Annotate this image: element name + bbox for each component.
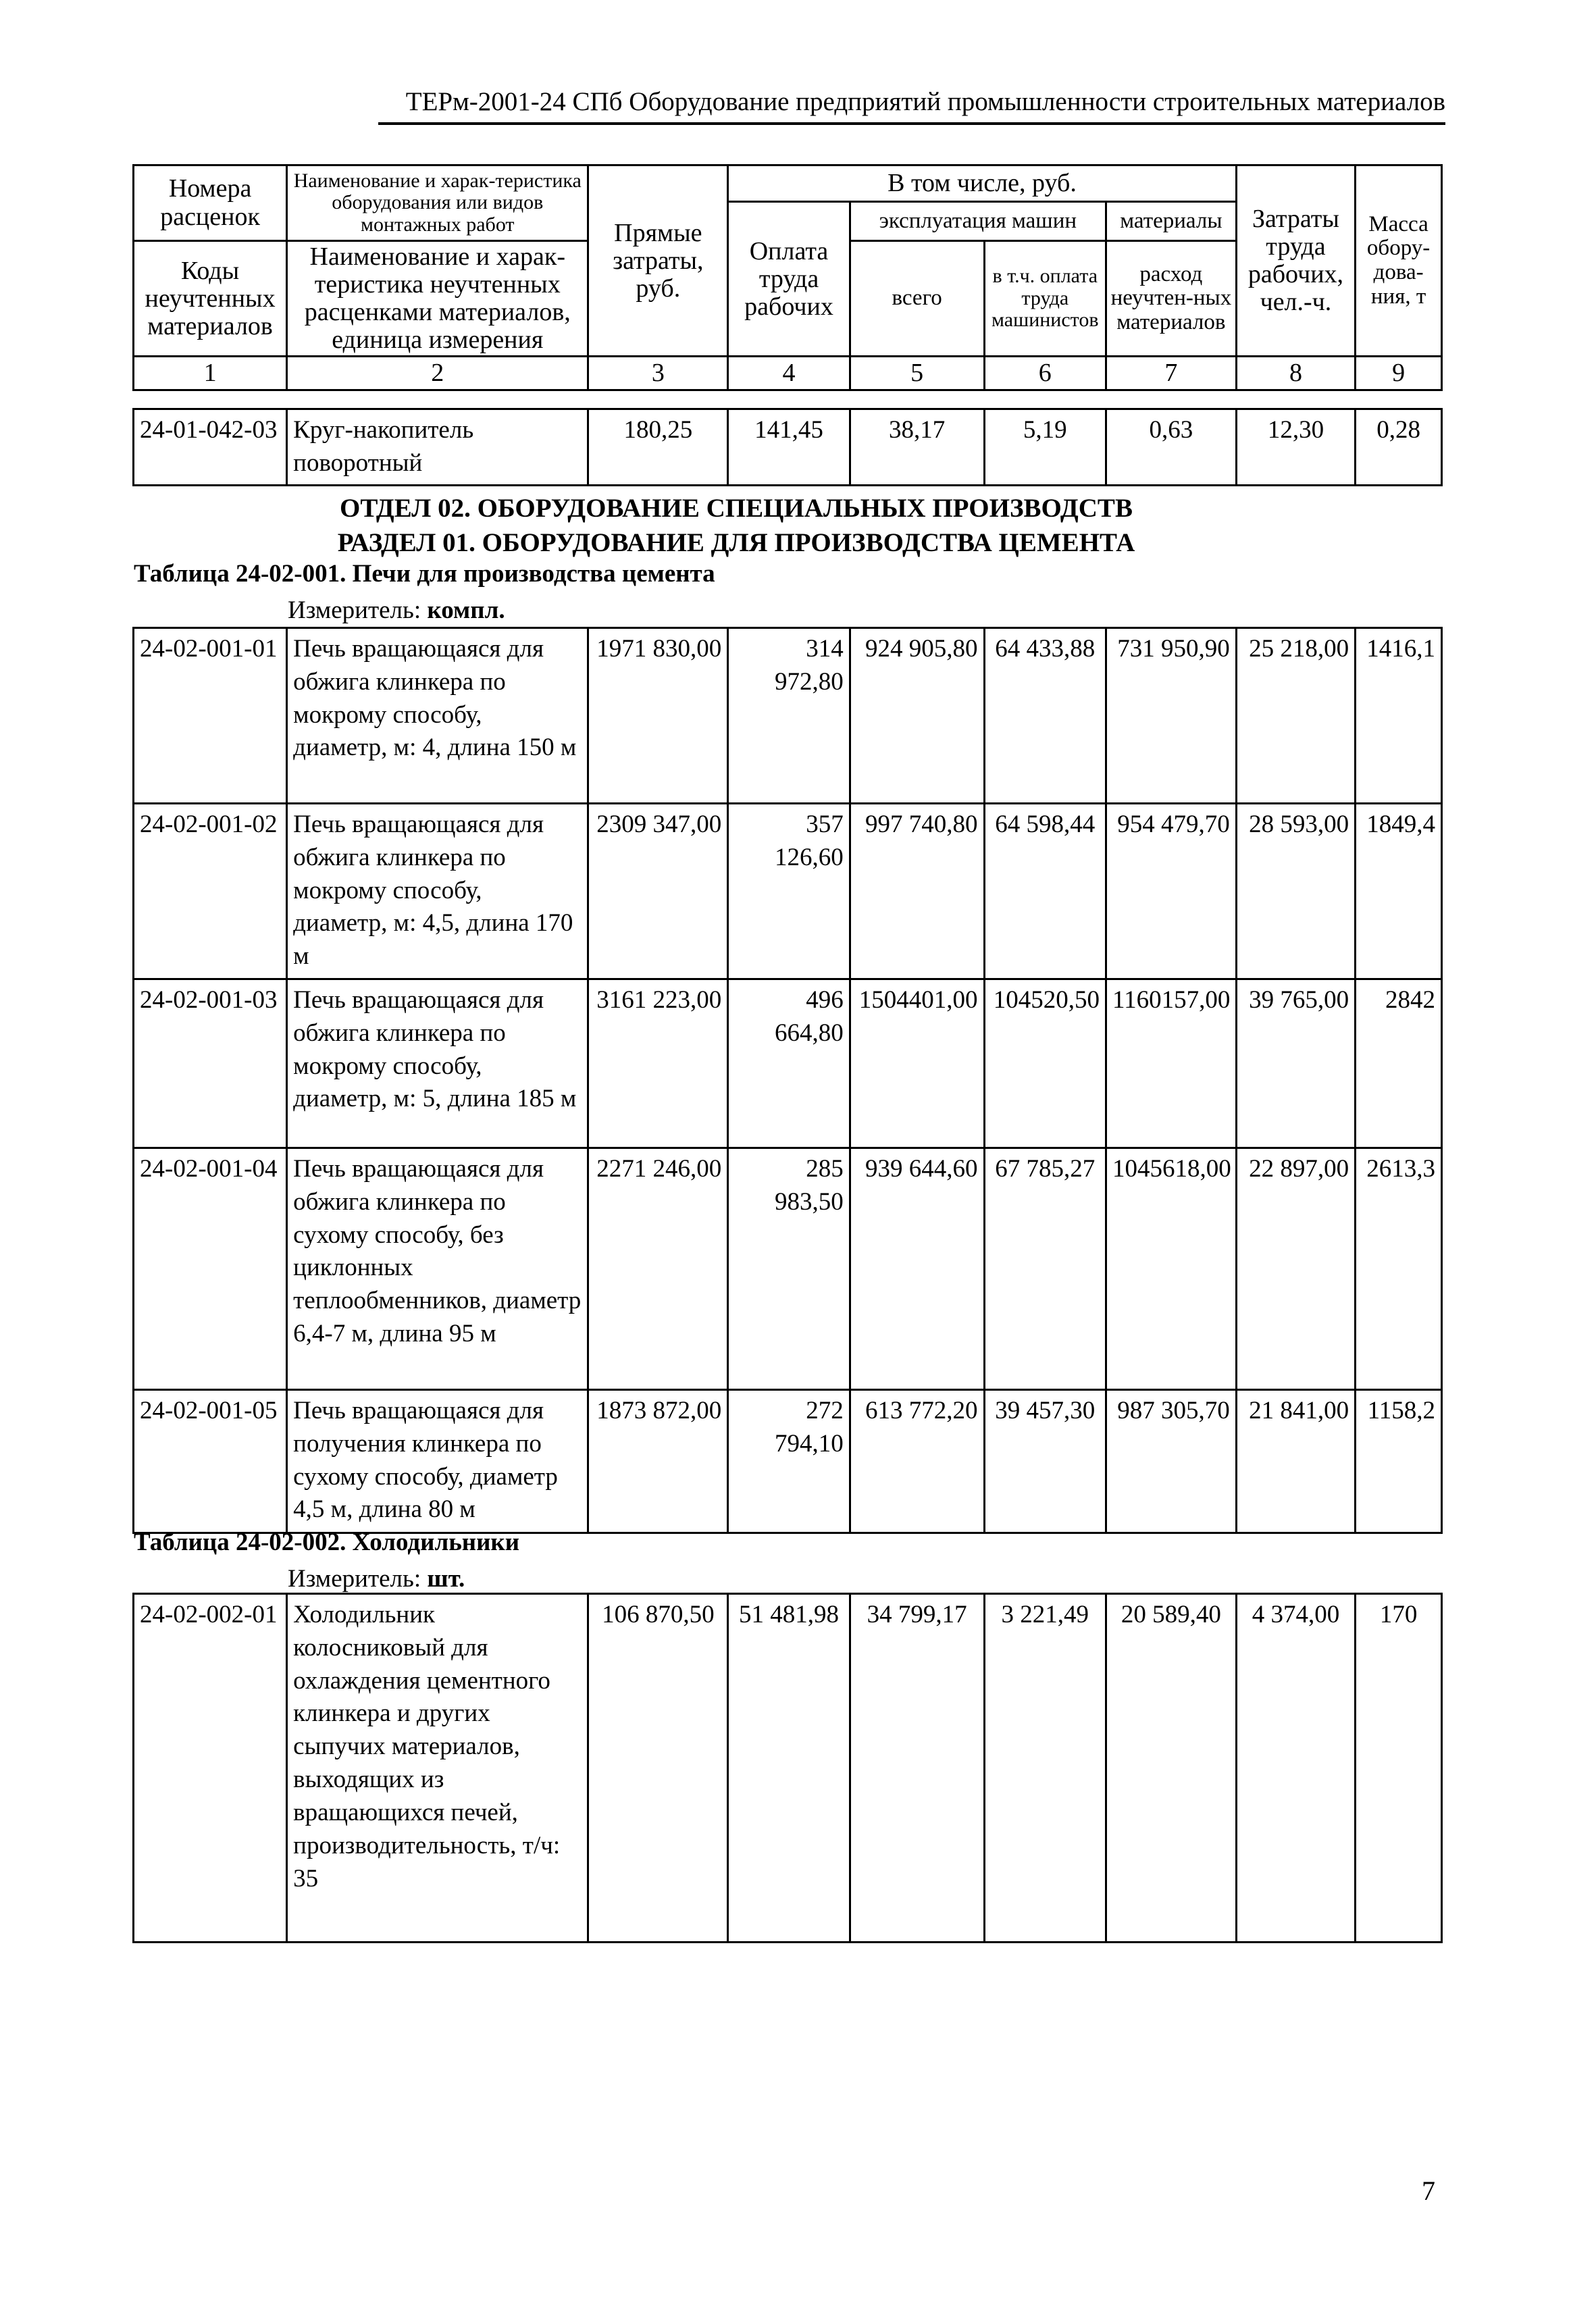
value-mass: 1849,4 [1356,804,1442,979]
rate-name: Печь вращающаяся для обжига клинкера по сухому способу, без циклонных теплообменников, диаметр 6,4-7 м, длина 95 м [287,1148,588,1390]
rate-name: Круг-накопитель поворотный [287,409,588,486]
value-operators: 64 433,88 [984,628,1106,804]
header-num-5: 5 [850,357,984,390]
value-operators: 67 785,27 [984,1148,1106,1390]
header-num-3: 3 [588,357,728,390]
rate-name: Печь вращающаяся для обжига клинкера по мокрому способу, диаметр, м: 4,5, длина 170 м [287,804,588,979]
value-materials: 20 589,40 [1106,1594,1237,1943]
value-worker-pay: 51 481,98 [728,1594,850,1943]
value-machines: 38,17 [850,409,984,486]
value-machines: 613 772,20 [850,1390,984,1533]
rate-name: Печь вращающаяся для обжига клинкера по мокрому способу, диаметр, м: 4, длина 150 м [287,628,588,804]
header-unaccounted-materials: расход неучтен-ных материалов [1106,241,1237,357]
table2-caption: Таблица 24-02-002. Холодильники [134,1528,520,1556]
value-worker-pay: 314 972,80 [728,628,850,804]
value-operators: 3 221,49 [984,1594,1106,1943]
value-worker-pay: 285 983,50 [728,1148,850,1390]
value-worker-pay: 141,45 [728,409,850,486]
value-direct: 2309 347,00 [588,804,728,979]
table-24-02-002 [132,1593,1443,1943]
rate-name: Печь вращающаяся для обжига клинкера по мокрому способу, диаметр, м: 5, длина 185 м [287,979,588,1148]
value-materials: 954 479,70 [1106,804,1237,979]
header-machine-operation: эксплуатация машин [850,202,1106,241]
table-row [134,979,1442,1148]
header-equipment-mass: Масса обору-дова-ния, т [1356,165,1442,357]
value-worker-pay: 272 794,10 [728,1390,850,1533]
header-num-9: 9 [1356,357,1442,390]
value-materials: 1045618,00 [1106,1148,1237,1390]
header-num-1: 1 [134,357,287,390]
value-machines: 939 644,60 [850,1148,984,1390]
value-direct: 180,25 [588,409,728,486]
value-mass: 2842 [1356,979,1442,1148]
header-direct-costs: Прямые затраты, руб. [588,165,728,357]
value-direct: 106 870,50 [588,1594,728,1943]
value-machines: 34 799,17 [850,1594,984,1943]
page-number: 7 [1422,2176,1435,2206]
value-mass: 170 [1356,1594,1442,1943]
table1-caption: Таблица 24-02-001. Печи для производства цемента [134,560,715,588]
header-including-group: В том числе, руб. [728,165,1236,202]
column-header-table [132,164,1443,391]
rate-code: 24-02-001-03 [134,979,287,1148]
running-head: ТЕРм-2001-24 СПб Оборудование предприятий промышленности строительных материалов [378,86,1445,125]
header-material-names: Наименование и харак-теристика неучтенных расценками материалов, единица измерения [287,241,588,357]
header-operator-pay: в т.ч. оплата труда машинистов [984,241,1106,357]
rate-code: 24-02-001-04 [134,1148,287,1390]
value-worker-pay: 496 664,80 [728,979,850,1148]
value-labor: 12,30 [1236,409,1355,486]
value-labor: 28 593,00 [1236,804,1355,979]
value-labor: 39 765,00 [1236,979,1355,1148]
header-num-8: 8 [1236,357,1355,390]
table2-unit [288,1564,465,1593]
header-num-2: 2 [287,357,588,390]
value-mass: 1158,2 [1356,1390,1442,1533]
value-worker-pay: 357 126,60 [728,804,850,979]
header-num-4: 4 [728,357,850,390]
rate-name: Печь вращающаяся для получения клинкера по сухому способу, диаметр 4,5 м, длина 80 м [287,1390,588,1533]
value-operators: 104520,50 [984,979,1106,1148]
unit-label: Измеритель: [288,1565,428,1593]
value-machines: 924 905,80 [850,628,984,804]
unit-value: компл. [427,596,505,624]
value-direct: 1873 872,00 [588,1390,728,1533]
value-mass: 0,28 [1356,409,1442,486]
unit-label: Измеритель: [288,596,428,624]
header-material-codes: Коды неучтенных материалов [134,241,287,357]
header-labor-hours: Затраты труда рабочих, чел.-ч. [1236,165,1355,357]
value-labor: 4 374,00 [1236,1594,1355,1943]
header-num-6: 6 [984,357,1106,390]
table-row [134,1148,1442,1390]
rate-code: 24-02-001-01 [134,628,287,804]
section-heading [95,492,1378,560]
rate-code: 24-02-001-02 [134,804,287,979]
table-24-02-001 [132,627,1443,1534]
value-labor: 22 897,00 [1236,1148,1355,1390]
rate-code: 24-02-002-01 [134,1594,287,1943]
value-mass: 2613,3 [1356,1148,1442,1390]
header-equipment-name: Наименование и харак-теристика оборудования или видов монтажных работ [287,165,588,241]
header-materials: материалы [1106,202,1237,241]
header-rate-numbers: Номера расценок [134,165,287,241]
value-mass: 1416,1 [1356,628,1442,804]
value-labor: 25 218,00 [1236,628,1355,804]
value-operators: 5,19 [984,409,1106,486]
value-materials: 731 950,90 [1106,628,1237,804]
table-row [134,409,1442,486]
rate-code: 24-01-042-03 [134,409,287,486]
value-machines: 997 740,80 [850,804,984,979]
value-materials: 987 305,70 [1106,1390,1237,1533]
unit-value: шт. [427,1565,465,1593]
value-operators: 39 457,30 [984,1390,1106,1533]
value-materials: 0,63 [1106,409,1237,486]
table-row [134,804,1442,979]
header-num-7: 7 [1106,357,1237,390]
table1-unit [288,596,505,625]
value-direct: 2271 246,00 [588,1148,728,1390]
header-worker-pay: Оплата труда рабочих [728,202,850,357]
table-top-row [132,408,1443,486]
value-direct: 3161 223,00 [588,979,728,1148]
rate-name: Холодильник колосниковый для охлаждения цементного клинкера и других сыпучих материалов, выходящих из вращающихся печей, производительность, т/ч: 35 [287,1594,588,1943]
value-direct: 1971 830,00 [588,628,728,804]
department-title: ОТДЕЛ 02. ОБОРУДОВАНИЕ СПЕЦИАЛЬНЫХ ПРОИЗВОДСТВ [340,494,1133,523]
table-row [134,1594,1442,1943]
value-machines: 1504401,00 [850,979,984,1148]
table-row [134,628,1442,804]
value-labor: 21 841,00 [1236,1390,1355,1533]
rate-code: 24-02-001-05 [134,1390,287,1533]
header-machine-total: всего [850,241,984,357]
value-operators: 64 598,44 [984,804,1106,979]
part-title: РАЗДЕЛ 01. ОБОРУДОВАНИЕ ДЛЯ ПРОИЗВОДСТВА ЦЕМЕНТА [337,528,1135,557]
value-materials: 1160157,00 [1106,979,1237,1148]
table-row [134,1390,1442,1533]
